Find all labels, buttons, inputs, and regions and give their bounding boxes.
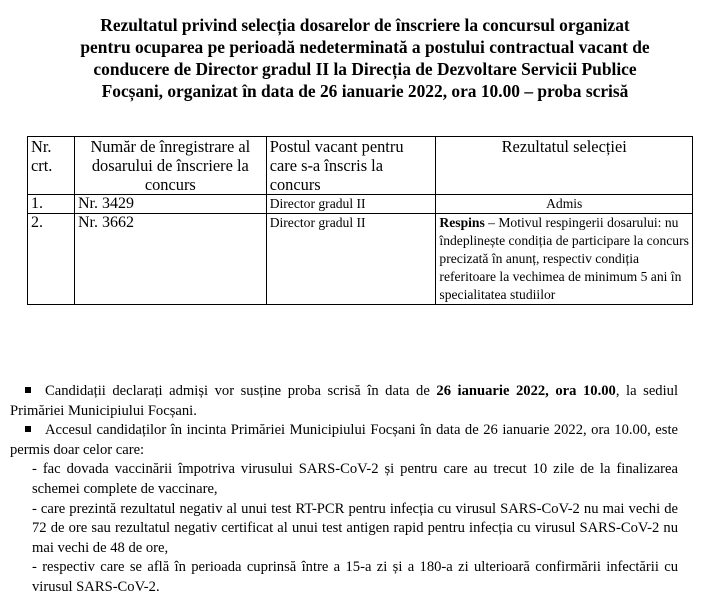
header-position: Postul vacant pentru care s-a înscris la concurs (266, 137, 436, 195)
results-table (27, 136, 693, 305)
row-registration: Nr. 3662 (74, 214, 266, 305)
document-title (20, 14, 710, 102)
header-result: Rezultatul selecției (436, 137, 693, 195)
bullet-icon (25, 426, 31, 432)
table-row (28, 214, 693, 305)
row-registration: Nr. 3429 (74, 195, 266, 214)
row-result (436, 214, 693, 305)
note-2-text: Accesul candidaților în incinta Primăriei Municipiului Focșani în data de 26 ianuarie 2022, ora 10.00, este permis doar celor care: (10, 422, 678, 458)
header-registration: Număr de înregistrare al dosarului de înscriere la concurs (74, 137, 266, 195)
title-line-2: pentru ocuparea pe perioadă nedeterminată a postului contractual vacant de (80, 37, 650, 57)
title-line-1: Rezultatul privind selecția dosarelor de înscriere la concursul organizat (100, 15, 630, 35)
row-result-reason: – Motivul respingerii dosarului: nu îndeplinește condiția de participare la concurs precizată în anunț, respectiv condiția referitoare la vechimea de minimum 5 ani în specialitatea studiilor (439, 215, 689, 302)
title-line-4: Focșani, organizat în data de 26 ianuarie 2022, ora 10.00 – proba scrisă (101, 81, 629, 101)
row-result-status: Respins (439, 215, 485, 230)
note-1-bold: 26 ianuarie 2022, ora 10.00 (436, 383, 616, 399)
table-header-row (28, 137, 693, 195)
row-position: Director gradul II (266, 214, 436, 305)
row-position: Director gradul II (266, 195, 436, 214)
note-1-text-a: Candidații declarați admiși vor susține proba scrisă în data de (45, 383, 437, 399)
row-nr: 1. (28, 195, 75, 214)
row-nr: 2. (28, 214, 75, 305)
title-line-3: conducere de Director gradul II la Direcția de Dezvoltare Servicii Publice (93, 59, 637, 79)
note-dash-2: - care prezintă rezultatul negativ al unui test RT-PCR pentru infecția cu virusul SARS-CoV-2 nu mai vechi de 72 de ore sau rezultatul negativ certificat al unui test antigen rapid pentru infecția cu virusul SARS-CoV-2 nu mai vechi de 48 de ore, (32, 500, 678, 556)
bullet-icon (25, 387, 31, 393)
note-1-text-b: , la sediul Primăriei Municipiului Focșani. (10, 383, 678, 419)
row-result-status: Admis (436, 195, 693, 214)
note-bullet-1 (10, 382, 678, 421)
note-dash-1: - fac dovada vaccinării împotriva virusului SARS-CoV-2 și pentru care au trecut 10 zile de la finalizarea schemei complete de vaccinare, (32, 461, 678, 497)
note-dash-3: - respectiv care se află în perioada cuprinsă între a 15-a zi și a 180-a zi ulterioară confirmării infectării cu virusul SARS-CoV-2. (32, 559, 678, 595)
table-row (28, 195, 693, 214)
note-bullet-2 (10, 421, 678, 460)
notes-section (10, 382, 678, 598)
header-nr: Nr. crt. (28, 137, 75, 195)
